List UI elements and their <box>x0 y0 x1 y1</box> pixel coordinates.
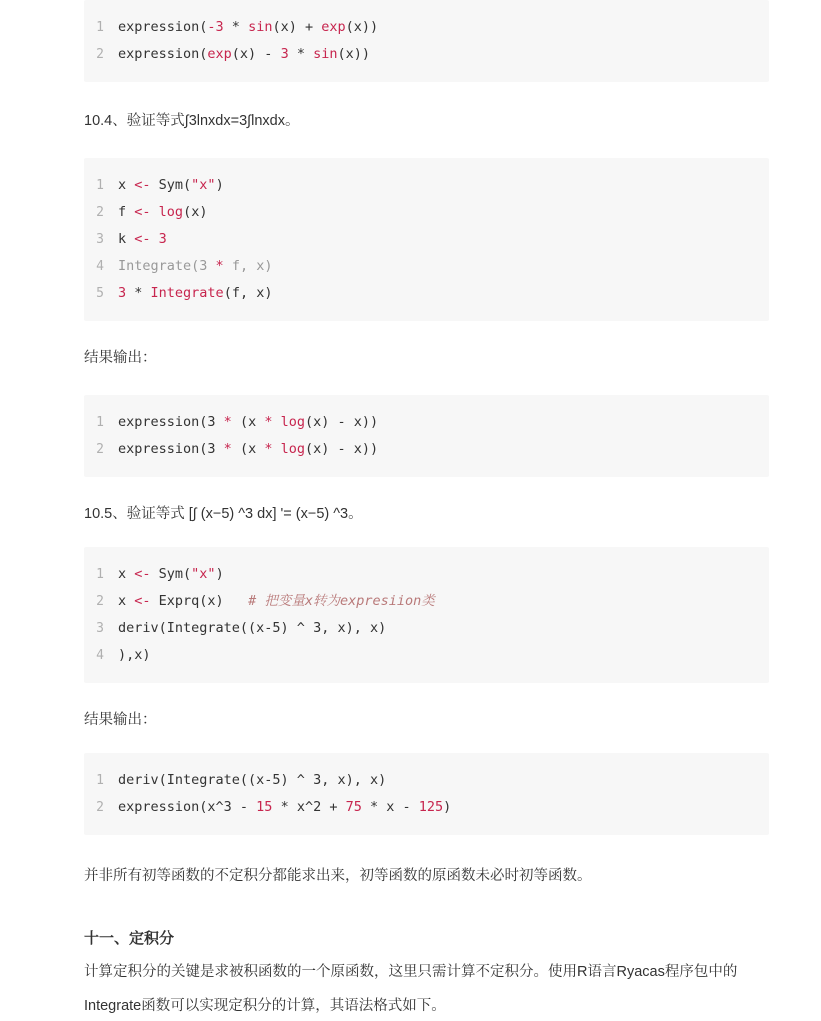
code-token <box>151 231 159 247</box>
code-token: ),x) <box>118 647 151 663</box>
code-line <box>84 41 769 68</box>
code-line <box>84 436 769 463</box>
code-token: Integrate <box>150 285 224 301</box>
code-text <box>118 642 151 668</box>
document-content <box>84 0 769 1021</box>
code-token: exp <box>207 46 232 62</box>
line-number: 2 <box>96 594 104 609</box>
code-token: expression(3 <box>118 441 224 457</box>
code-token: sin <box>248 19 273 35</box>
code-token: exp <box>321 19 346 35</box>
line-number: 3 <box>96 232 104 247</box>
code-token <box>272 414 280 430</box>
line-number: 4 <box>96 259 104 274</box>
code-token: * <box>264 441 273 457</box>
code-line <box>84 561 769 588</box>
code-token: <- <box>134 204 151 220</box>
paragraph-note-indefinite-integral: 并非所有初等函数的不定积分都能求出来，初等函数的原函数未必时初等函数。 <box>84 868 592 884</box>
code-token: x <box>118 177 135 193</box>
line-number: 1 <box>96 415 104 430</box>
code-text <box>118 409 378 435</box>
code-token: (x) - x)) <box>305 414 379 430</box>
code-token: 3 <box>280 46 289 62</box>
code-line <box>84 172 769 199</box>
code-text <box>118 172 224 198</box>
code-token: 15 <box>256 799 273 815</box>
section-heading-definite-integral: 十一、定积分 <box>84 930 175 947</box>
code-text <box>118 588 435 614</box>
paragraph-10-5: 10.5、验证等式 [∫ (x−5) ^3 dx] '= (x−5) ^3。 <box>84 506 363 522</box>
code-token: expression( <box>118 19 208 35</box>
code-token: x <box>118 566 135 582</box>
code-token: * <box>126 285 151 301</box>
line-number: 2 <box>96 47 104 62</box>
code-token: * <box>215 258 224 274</box>
code-token: log <box>280 441 305 457</box>
code-token: Sym( <box>150 566 192 582</box>
code-token: 3 <box>118 285 127 301</box>
code-token: (x) - x)) <box>305 441 379 457</box>
code-text <box>118 280 272 306</box>
code-line <box>84 409 769 436</box>
code-token: (x) <box>183 204 208 220</box>
code-token: x <box>118 593 135 609</box>
code-token: deriv(Integrate((x-5) ^ 3, x), x) <box>118 620 387 636</box>
code-text <box>118 436 378 462</box>
code-block-result-deriv[interactable] <box>84 753 769 835</box>
code-token: (f, x) <box>223 285 273 301</box>
code-token: * <box>223 19 249 35</box>
code-token: * <box>223 414 232 430</box>
spacer <box>84 891 769 925</box>
code-text <box>118 226 167 252</box>
paragraph-definite-integral-1: 计算定积分的关键是求被积函数的一个原函数，这里只需计算不定积分。使用R语言Ryacas程序包中的 <box>84 964 738 980</box>
code-block-deriv-integrate[interactable] <box>84 547 769 683</box>
spacer <box>84 835 769 861</box>
code-token: * x - <box>361 799 419 815</box>
line-number: 1 <box>96 178 104 193</box>
code-token: (3 <box>191 258 216 274</box>
line-number: 4 <box>96 648 104 663</box>
code-token: <- <box>134 231 151 247</box>
code-token: -3 <box>207 19 224 35</box>
code-token: (x <box>231 414 265 430</box>
code-token: <- <box>134 177 151 193</box>
code-token: * x^2 + <box>272 799 346 815</box>
code-token: ) <box>215 177 224 193</box>
code-token: deriv(Integrate((x-5) ^ 3, x), x) <box>118 772 387 788</box>
paragraph-result-label-1: 结果输出： <box>84 350 157 366</box>
spacer <box>84 373 769 395</box>
code-token: f <box>118 204 135 220</box>
spacer <box>84 321 769 343</box>
code-token: Exprq(x) <box>150 593 249 609</box>
code-line <box>84 280 769 307</box>
code-line <box>84 642 769 669</box>
spacer <box>84 82 769 106</box>
code-token: Sym( <box>150 177 192 193</box>
code-token: ) <box>215 566 224 582</box>
code-token: (x)) <box>345 19 379 35</box>
line-number: 3 <box>96 621 104 636</box>
code-block-expression-output-1[interactable] <box>84 0 769 82</box>
line-number: 1 <box>96 567 104 582</box>
spacer <box>84 683 769 705</box>
code-token <box>272 441 280 457</box>
spacer <box>84 477 769 499</box>
code-line <box>84 767 769 794</box>
paragraph-10-4: 10.4、验证等式∫3lnxdx=3∫lnxdx。 <box>84 113 300 129</box>
code-text <box>118 615 386 641</box>
code-token: sin <box>313 46 338 62</box>
code-token: log <box>158 204 184 220</box>
spacer <box>84 735 769 753</box>
code-text <box>118 767 386 793</box>
code-token: <- <box>134 566 151 582</box>
code-line <box>84 199 769 226</box>
code-token: "x" <box>191 566 216 582</box>
code-token: 3 <box>158 231 167 247</box>
code-token <box>151 204 159 220</box>
code-token: f, x) <box>223 258 273 274</box>
code-token: log <box>280 414 305 430</box>
code-token: 75 <box>345 799 362 815</box>
code-token: k <box>118 231 135 247</box>
spacer <box>84 136 769 158</box>
code-token: ) <box>443 799 452 815</box>
code-text <box>118 794 451 820</box>
code-token: * <box>264 414 273 430</box>
code-token: "x" <box>191 177 216 193</box>
code-text <box>118 14 378 40</box>
code-line <box>84 226 769 253</box>
code-block-result-log[interactable] <box>84 395 769 477</box>
paragraph-definite-integral-2: Integrate函数可以实现定积分的计算，其语法格式如下。 <box>84 998 446 1014</box>
code-text <box>118 41 370 67</box>
line-number: 5 <box>96 286 104 301</box>
code-line <box>84 14 769 41</box>
code-line <box>84 615 769 642</box>
code-text <box>118 199 207 225</box>
code-line <box>84 794 769 821</box>
line-number: 1 <box>96 773 104 788</box>
code-text <box>118 561 224 587</box>
code-token: (x <box>231 441 265 457</box>
code-line <box>84 588 769 615</box>
spacer <box>84 529 769 547</box>
code-token: expression(3 <box>118 414 224 430</box>
code-text <box>118 253 272 279</box>
code-token: * <box>288 46 314 62</box>
code-token: <- <box>134 593 151 609</box>
line-number: 2 <box>96 442 104 457</box>
line-number: 2 <box>96 800 104 815</box>
paragraph-result-label-2: 结果输出： <box>84 712 157 728</box>
line-number: 1 <box>96 20 104 35</box>
code-token: (x)) <box>337 46 371 62</box>
code-line <box>84 253 769 280</box>
code-token: expression( <box>118 46 208 62</box>
code-token: (x) + <box>272 19 322 35</box>
line-number: 2 <box>96 205 104 220</box>
code-token: expression(x^3 - <box>118 799 257 815</box>
code-token: # 把变量x转为expresiion类 <box>248 593 435 609</box>
code-token: * <box>223 441 232 457</box>
code-token: (x) - <box>231 46 281 62</box>
code-block-integrate-log[interactable] <box>84 158 769 321</box>
code-token: Integrate <box>118 258 192 274</box>
code-token: 125 <box>418 799 444 815</box>
